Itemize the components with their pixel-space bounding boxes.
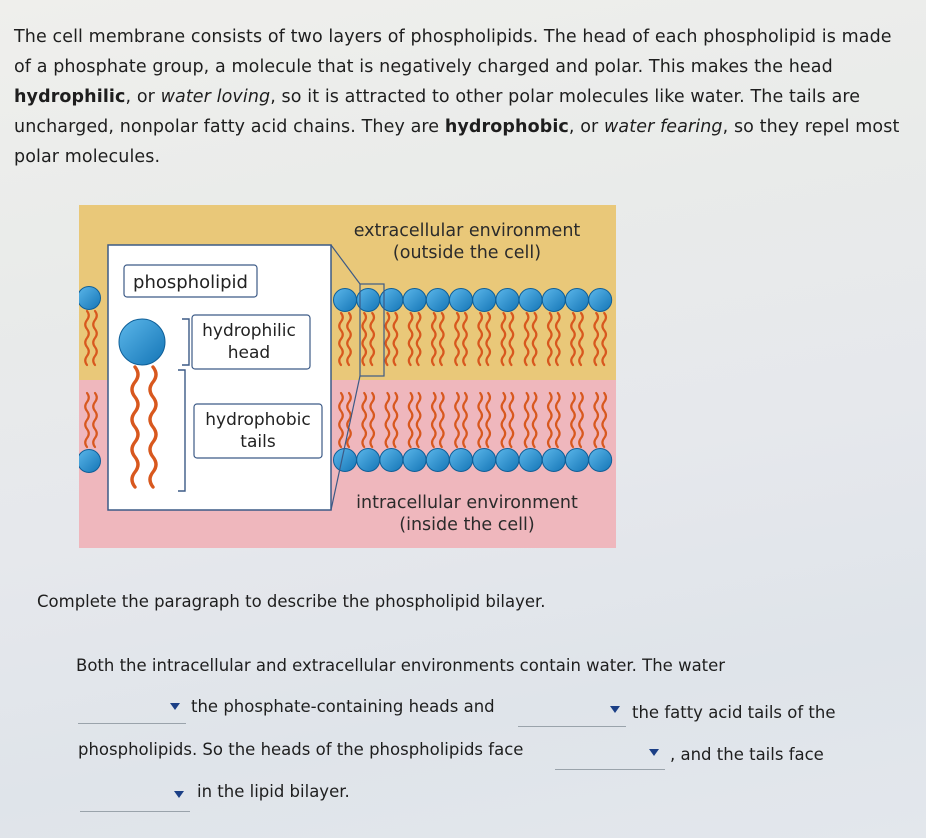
extracellular-label-line1: extracellular environment — [353, 221, 581, 241]
intro-text: , so they repel most polar molecules. — [14, 117, 900, 167]
term-water-loving: water loving — [160, 87, 271, 107]
term-water-fearing: water fearing — [604, 117, 723, 137]
chevron-down-icon — [170, 703, 180, 710]
paragraph-after-dropdown-3: , and the tails face — [670, 745, 824, 764]
tails-label-line2: tails — [240, 432, 276, 452]
phosphate-head — [119, 319, 165, 365]
dropdown-3[interactable] — [555, 741, 665, 770]
term-hydrophilic: hydrophilic — [14, 87, 126, 107]
intro-paragraph — [14, 22, 906, 172]
phosphate-head — [496, 289, 519, 312]
phosphate-head — [450, 449, 473, 472]
phosphate-head — [566, 449, 589, 472]
phosphate-head — [589, 449, 612, 472]
phosphate-head — [380, 289, 403, 312]
phosphate-head — [426, 449, 449, 472]
paragraph-after-dropdown-2: the fatty acid tails of the — [632, 703, 836, 722]
term-hydrophobic: hydrophobic — [444, 117, 569, 137]
chevron-down-icon — [610, 706, 620, 713]
paragraph-line-3: phospholipids. So the heads of the phospholipids face — [78, 740, 524, 759]
intracellular-label-line1: intracellular environment — [356, 493, 578, 513]
phosphate-head — [542, 289, 565, 312]
phosphate-head — [450, 289, 473, 312]
phosphate-head — [566, 289, 589, 312]
phosphate-head — [473, 449, 496, 472]
phosphate-head — [473, 289, 496, 312]
phosphate-head — [496, 449, 519, 472]
phosphate-head — [519, 289, 542, 312]
phosphate-head — [403, 289, 426, 312]
dropdown-4[interactable] — [80, 783, 190, 812]
phosphate-head — [334, 449, 357, 472]
phosphate-head — [79, 450, 101, 473]
chevron-down-icon — [649, 749, 659, 756]
head-label-line1: hydrophilic — [202, 321, 296, 341]
phosphate-head — [357, 449, 380, 472]
tails-label-line1: hydrophobic — [205, 410, 311, 430]
phosphate-head — [519, 449, 542, 472]
phosphate-head — [334, 289, 357, 312]
phosphate-head — [380, 449, 403, 472]
intro-text: The cell membrane consists of two layers of phospholipids. The head of each phospholipid is made of a phosphate group, a molecule that is negatively charged and polar. This makes the head — [14, 27, 892, 77]
paragraph-after-dropdown-1: the phosphate-containing heads and — [191, 697, 495, 716]
phosphate-head — [79, 287, 101, 310]
intro-text: , or — [568, 117, 604, 137]
bilayer-diagram — [79, 205, 616, 548]
phospholipid-label: phospholipid — [133, 272, 248, 293]
question-prompt: Complete the paragraph to describe the phospholipid bilayer. — [37, 592, 546, 611]
intro-text: , so it is attracted to other polar molecules like water. The tails are uncharged, nonpolar fatty acid chains. They are — [14, 87, 861, 137]
head-label-line2: head — [227, 343, 271, 363]
phosphate-head — [542, 449, 565, 472]
phosphate-head — [426, 289, 449, 312]
phosphate-head — [403, 449, 426, 472]
intro-text: , or — [125, 87, 161, 107]
dropdown-2[interactable] — [518, 698, 626, 727]
dropdown-1[interactable] — [78, 695, 186, 724]
paragraph-line-1: Both the intracellular and extracellular environments contain water. The water — [76, 656, 726, 675]
intracellular-label-line2: (inside the cell) — [399, 515, 535, 535]
phosphate-head — [589, 289, 612, 312]
bilayer-figure — [79, 205, 616, 548]
extracellular-label-line2: (outside the cell) — [392, 243, 542, 263]
chevron-down-icon — [174, 791, 184, 798]
paragraph-after-dropdown-4: in the lipid bilayer. — [197, 782, 350, 801]
